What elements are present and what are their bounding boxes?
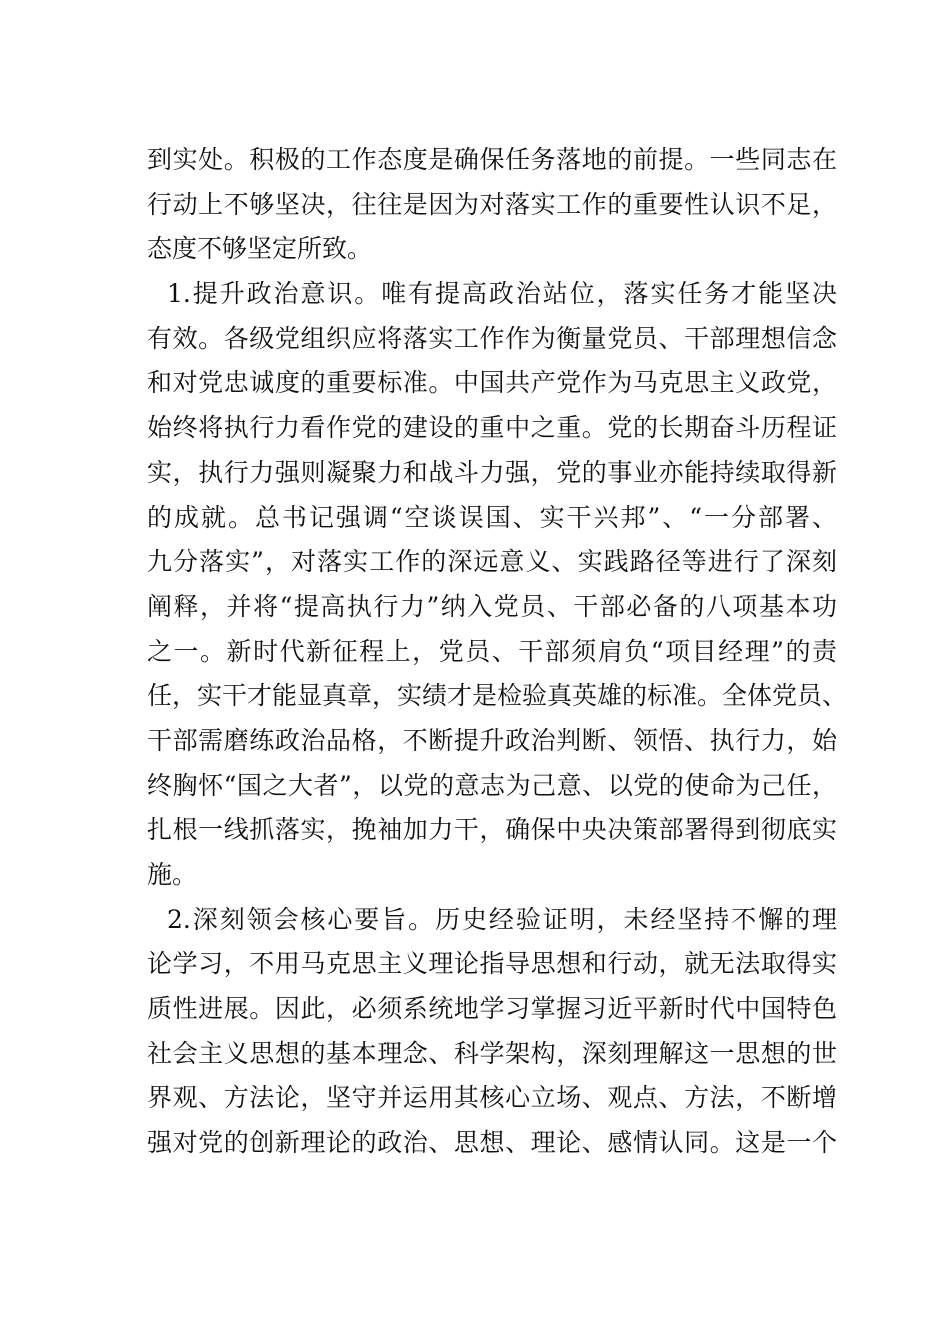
paragraph-line: 实，执行力强则凝聚力和战斗力强，党的事业亦能持续取得新	[147, 457, 837, 487]
paragraph-line: 之一。新时代新征程上，党员、干部须肩负“项目经理”的责	[147, 636, 837, 666]
paragraph-line: 任，实干才能显真章，实绩才是检验真英雄的标准。全体党员、	[147, 681, 848, 711]
paragraph-line: 和对党忠诚度的重要标准。中国共产党作为马克思主义政党，	[147, 368, 837, 398]
paragraph-line: 态度不够坚定所致。	[147, 234, 373, 264]
paragraph-line: 干部需磨练政治品格，不断提升政治判断、领悟、执行力，始	[147, 725, 837, 755]
paragraph-line: 阐释，并将“提高执行力”纳入党员、干部必备的八项基本功	[147, 591, 837, 621]
paragraph-line: 施。	[147, 860, 198, 889]
paragraph-line: 始终将执行力看作党的建设的重中之重。党的长期奋斗历程证	[147, 413, 837, 443]
paragraph-line: 九分落实”，对落实工作的深远意义、实践路径等进行了深刻	[147, 547, 837, 577]
paragraph-line: 界观、方法论，坚守并运用其核心立场、观点、方法，不断增	[147, 1083, 837, 1113]
paragraph-line: 质性进展。因此，必须系统地学习掌握习近平新时代中国特色	[147, 994, 837, 1024]
paragraph-line: 终胸怀“国之大者”，以党的意志为己意、以党的使命为己任，	[147, 770, 837, 800]
paragraph-line: 强对党的创新理论的政治、思想、理论、感情认同。这是一个	[147, 1128, 837, 1158]
paragraph-line: 到实处。积极的工作态度是确保任务落地的前提。一些同志在	[147, 145, 837, 174]
section-heading-line: 1.提升政治意识。唯有提高政治站位，落实任务才能坚决	[167, 279, 837, 309]
paragraph-line: 扎根一线抓落实，挽袖加力干，确保中央决策部署得到彻底实	[147, 815, 837, 845]
section-heading-line: 2.深刻领会核心要旨。历史经验证明，未经坚持不懈的理	[167, 904, 837, 934]
paragraph-line: 的成就。总书记强调“空谈误国、实干兴邦”、“一分部署、	[147, 502, 837, 532]
paragraph-line: 社会主义思想的基本理念、科学架构，深刻理解这一思想的世	[147, 1038, 837, 1068]
paragraph-line: 有效。各级党组织应将落实工作作为衡量党员、干部理想信念	[147, 323, 837, 353]
paragraph-line: 行动上不够坚决，往往是因为对落实工作的重要性认识不足，	[147, 189, 837, 219]
paragraph-line: 论学习，不用马克思主义理论指导思想和行动，就无法取得实	[147, 949, 837, 979]
document-body	[147, 138, 848, 1166]
